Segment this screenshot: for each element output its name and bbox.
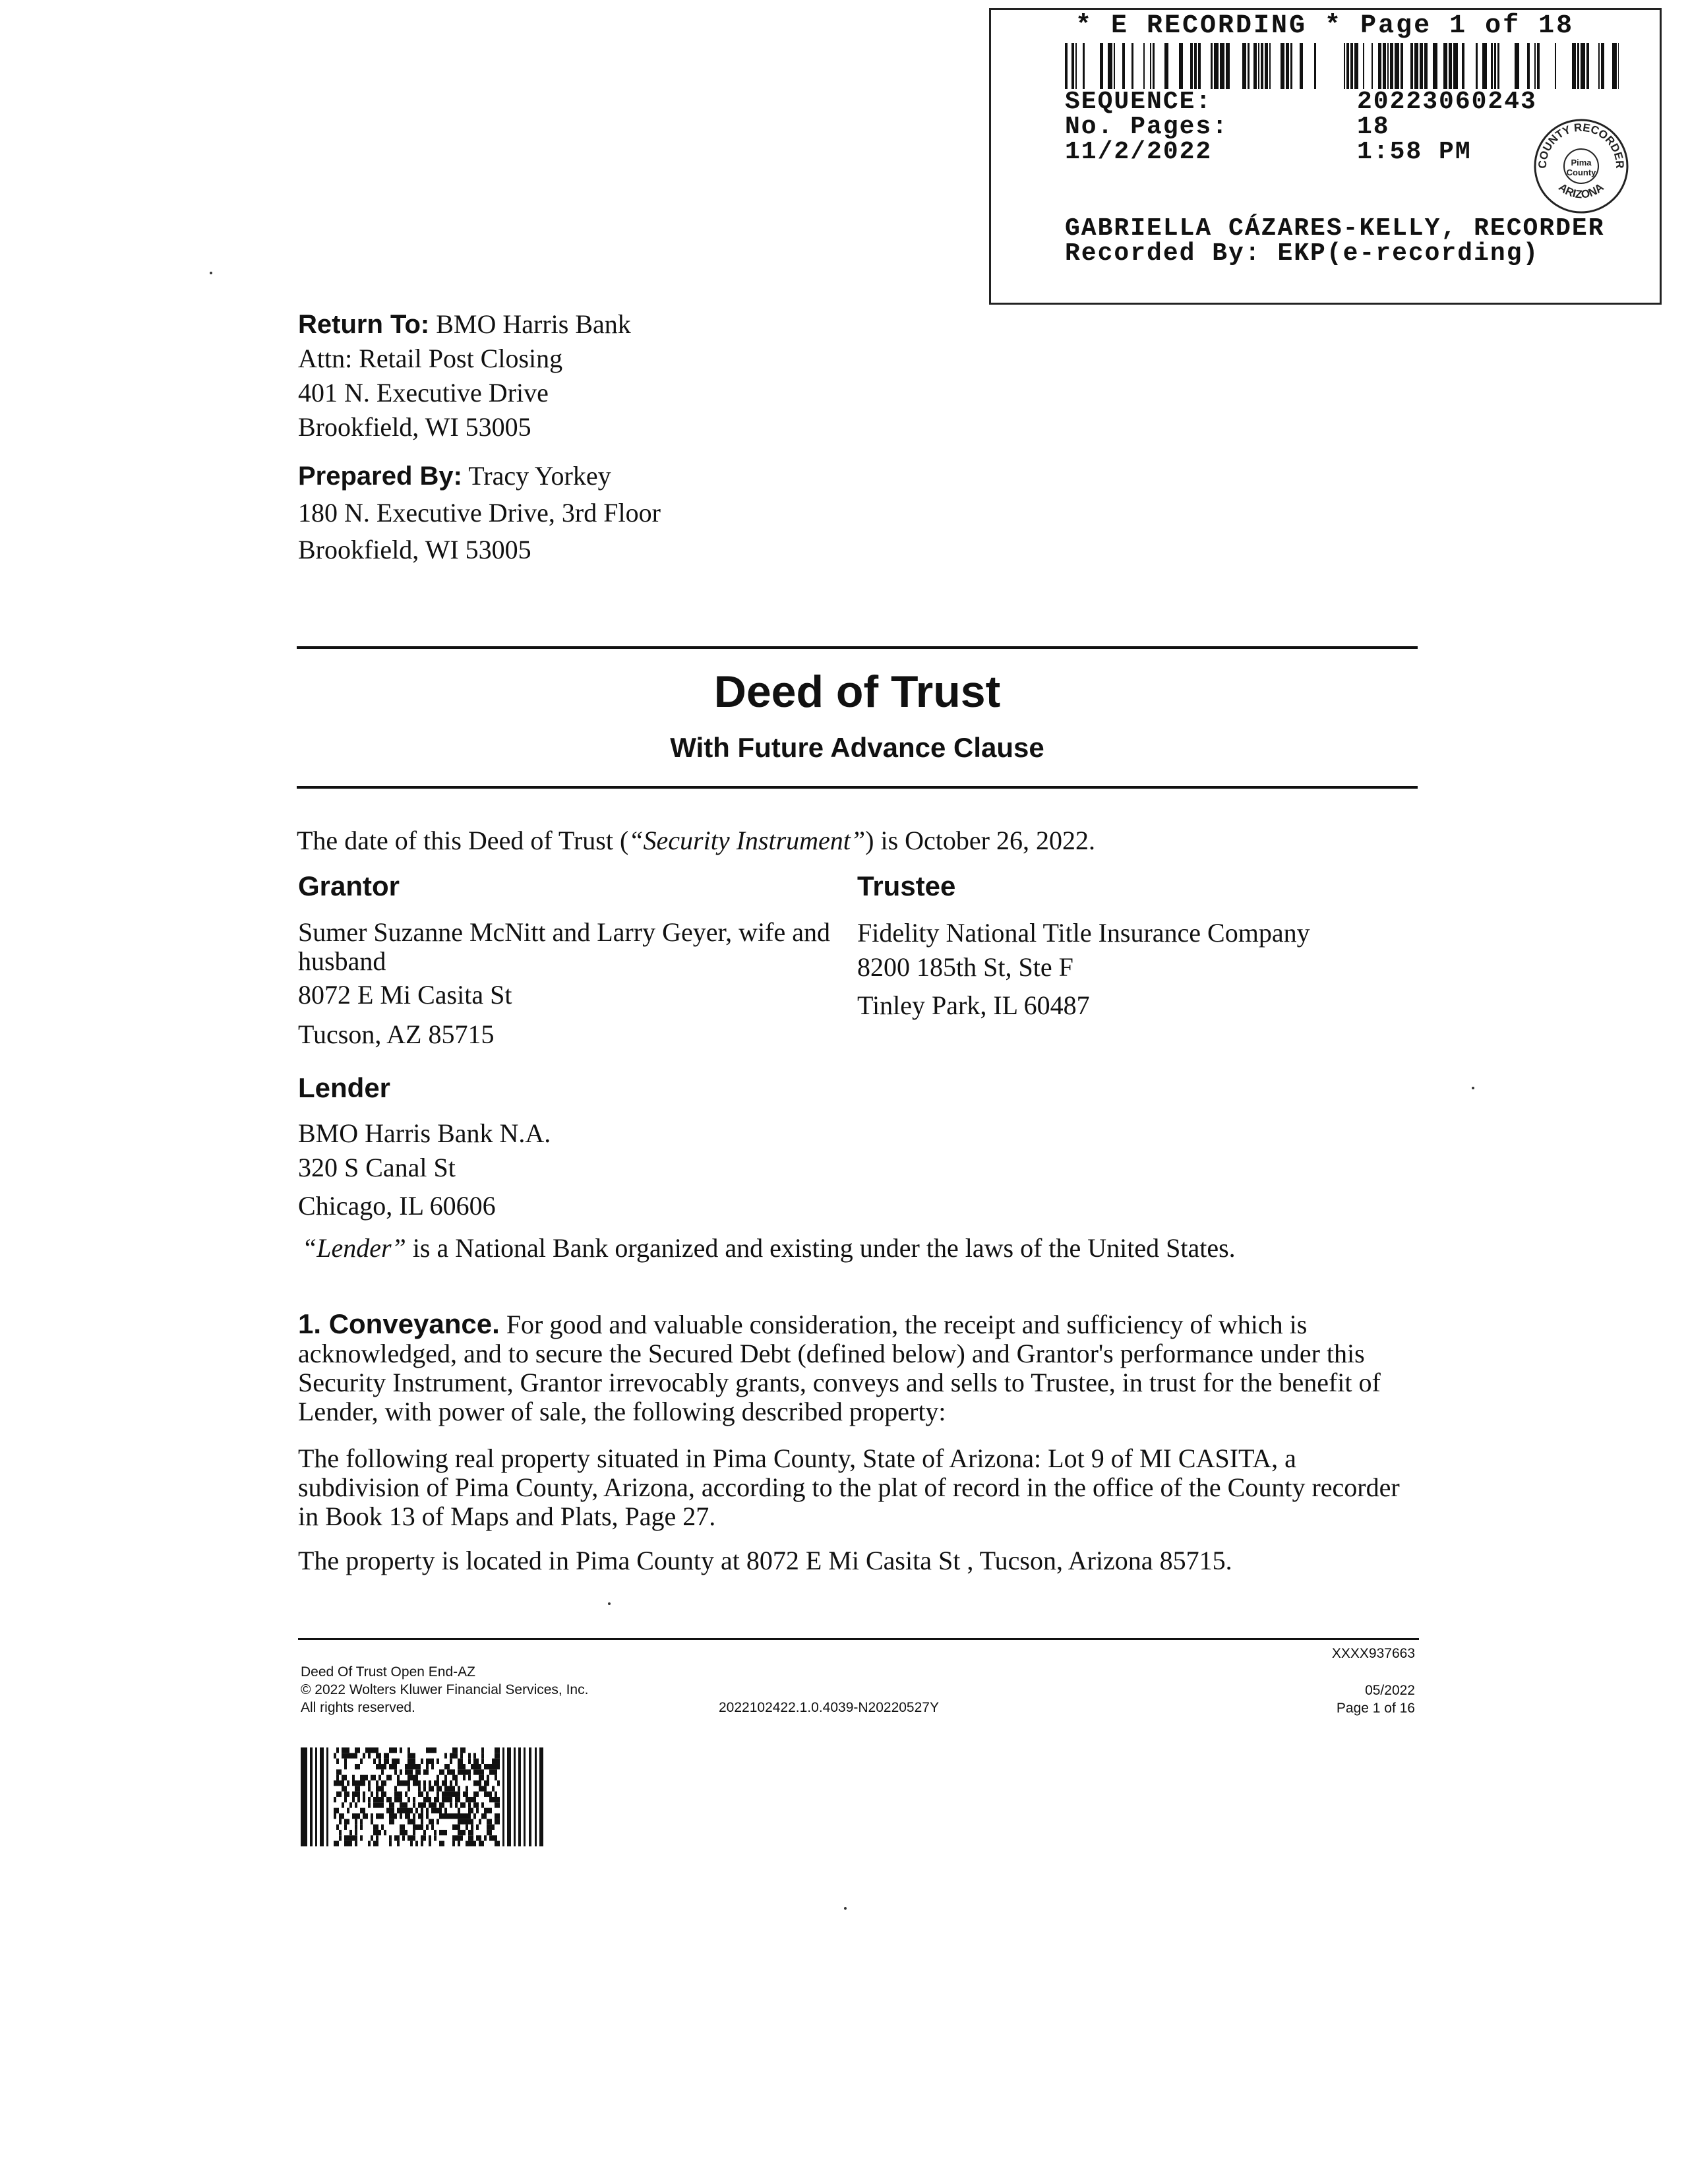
footer-form: Deed Of Trust Open End-AZ xyxy=(301,1664,475,1680)
lender-city: Chicago, IL 60606 xyxy=(298,1191,496,1221)
scan-speck xyxy=(608,1602,611,1605)
county-seal-icon xyxy=(1532,117,1631,216)
prepared-by-label: Prepared By: xyxy=(298,462,462,491)
recorded-by: Recorded By: EKP(e-recording) xyxy=(1065,239,1540,268)
lender-street: 320 S Canal St xyxy=(298,1153,456,1182)
svg-text:County: County xyxy=(1566,167,1596,177)
svg-text:ARIZONA: ARIZONA xyxy=(1556,181,1606,201)
grantor-name: Sumer Suzanne McNitt and Larry Geyer, wife and husband xyxy=(298,917,831,976)
prepared-by-name: Tracy Yorkey xyxy=(468,461,611,491)
return-to-line3: Brookfield, WI 53005 xyxy=(298,412,531,442)
scan-speck xyxy=(210,272,212,274)
conveyance-paragraph xyxy=(298,1310,1419,1426)
footer-left xyxy=(301,1663,588,1716)
recording-barcode xyxy=(1065,43,1619,89)
grantor-city: Tucson, AZ 85715 xyxy=(298,1019,495,1049)
trustee-heading: Trustee xyxy=(857,870,956,901)
footer-account: XXXX937663 xyxy=(1331,1646,1415,1661)
pages-label: No. Pages: xyxy=(1065,113,1229,141)
svg-text:COUNTY RECORDER: COUNTY RECORDER xyxy=(1536,121,1627,169)
legal-description: The following real property situated in Pima County, State of Arizona: Lot 9 of MI CASITA, a subdivision of Pima County, Arizona, according to the plat of record in the office of the County recorder in Book 13 of Maps and Plats, Page 27. xyxy=(298,1443,1400,1531)
document-subtitle: With Future Advance Clause xyxy=(670,732,1044,763)
lender-name: BMO Harris Bank N.A. xyxy=(298,1118,551,1148)
footer-doc-code: 2022102422.1.0.4039-N20220527Y xyxy=(719,1700,939,1715)
trustee-city: Tinley Park, IL 60487 xyxy=(857,990,1090,1020)
recording-time: 1:58 PM xyxy=(1357,138,1472,166)
lender-definition: “Lender” is a National Bank organized and existing under the laws of the United States. xyxy=(302,1233,1236,1263)
trustee-name: Fidelity National Title Insurance Company xyxy=(857,918,1310,948)
return-to-line1: Attn: Retail Post Closing xyxy=(298,344,563,373)
recorder-name: GABRIELLA CÁZARES-KELLY, RECORDER xyxy=(1065,214,1605,243)
return-to-line2: 401 N. Executive Drive xyxy=(298,378,549,408)
return-to-label: Return To: xyxy=(298,310,430,339)
footer-copyright: © 2022 Wolters Kluwer Financial Services, Inc. xyxy=(301,1682,589,1697)
date-statement: The date of this Deed of Trust (“Security Instrument”) is October 26, 2022. xyxy=(297,826,1095,855)
grantor-street: 8072 E Mi Casita St xyxy=(298,980,512,1010)
title-bottom-rule xyxy=(297,786,1418,789)
recording-date: 11/2/2022 xyxy=(1065,138,1213,166)
sequence-label: SEQUENCE: xyxy=(1065,88,1213,116)
conveyance-text: For good and valuable consideration, the receipt and sufficiency of which is acknowledged, and to secure the Secured Debt (defined below) and Grantor's performance under this Security Instrument, Grantor irrevocably grants, conveys and sells to Trustee, in trust for the benefit of Lender, with power of sale, the following described property: xyxy=(298,1310,1381,1426)
property-location: The property is located in Pima County at 8072 E Mi Casita St , Tucson, Arizona 85715. xyxy=(298,1546,1232,1575)
scan-speck xyxy=(1472,1087,1474,1089)
prepared-by-line1: 180 N. Executive Drive, 3rd Floor xyxy=(298,498,661,528)
pdf417-barcode-icon xyxy=(301,1747,548,1846)
prepared-by-line2: Brookfield, WI 53005 xyxy=(298,535,531,564)
footer-page: Page 1 of 16 xyxy=(1336,1701,1415,1716)
recording-header: * E RECORDING * Page 1 of 18 xyxy=(1075,11,1575,41)
footer-rights: All rights reserved. xyxy=(301,1700,415,1715)
pages-value: 18 xyxy=(1357,113,1390,141)
recording-stamp xyxy=(989,8,1662,305)
trustee-street: 8200 185th St, Ste F xyxy=(857,952,1073,982)
return-to-block xyxy=(298,307,631,444)
footer-rule xyxy=(298,1638,1419,1640)
document-title: Deed of Trust xyxy=(713,667,1001,717)
grantor-heading: Grantor xyxy=(298,870,400,901)
footer-right xyxy=(1337,1682,1415,1717)
lender-heading: Lender xyxy=(298,1072,391,1103)
footer-version: 05/2022 xyxy=(1365,1683,1415,1698)
return-to-name: BMO Harris Bank xyxy=(436,309,631,339)
conveyance-heading: 1. Conveyance. xyxy=(298,1308,500,1339)
svg-text:Pima: Pima xyxy=(1571,158,1592,167)
prepared-by-block xyxy=(298,458,661,568)
scan-speck xyxy=(844,1907,847,1910)
sequence-value: 20223060243 xyxy=(1357,88,1537,116)
title-top-rule xyxy=(297,646,1418,649)
